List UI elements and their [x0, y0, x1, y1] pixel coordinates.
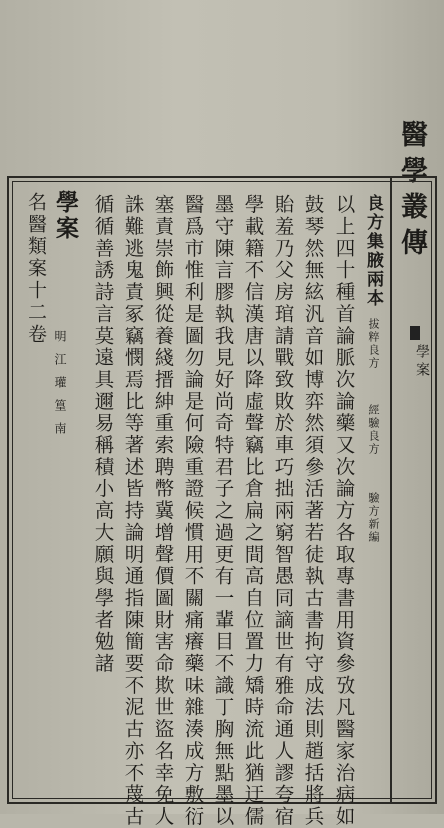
section-heading: 學案 — [52, 190, 79, 242]
text-line: 貽羞乃父房琯請戰致敗於車巧拙兩窮智愚同謫世有雅命通人謬夸宿 — [271, 194, 295, 828]
text-line: 墨守陳言膠執我見好尚奇特君子之過更有一輩目不識丁胸無點墨以 — [211, 194, 235, 828]
author: 明江瓘篁南 — [53, 330, 67, 445]
text-line: 醫爲市惟利是圖勿論是何險重證候慣用不關痛癢藥味雜湊成方敷衍 — [181, 194, 205, 828]
heading-line: 良方集腋兩本 — [363, 194, 383, 308]
text-line: 誅難逃鬼責冢竊憫焉比等著述皆持論明通指陳簡要不泥古亦不蔑古 — [121, 194, 145, 828]
note-2: 經驗良方 — [367, 404, 380, 456]
margin-rule — [390, 176, 392, 804]
note-1: 拔粹良方 — [367, 318, 380, 370]
note-3: 驗方新編 — [367, 492, 380, 544]
text-line: 學載籍不信漢唐以降虛聲竊比倉扁之間高自位置力矯時流此猶迂儒 — [241, 194, 265, 828]
text-line: 鼓琴然無絃汎音如博弈然須參活著若徒執古書拘守成法則趙括將兵 — [301, 194, 325, 828]
text-line: 以上四十種首論脈次論藥又次論方各取專書用資參攷凡醫家治病如 — [332, 194, 356, 828]
book-title: 名醫類案十二卷 — [25, 192, 47, 346]
text-line: 循循善誘詩言莫遠具邇易稱積小高大願與學者勉諸 — [91, 194, 115, 675]
text-line: 塞責崇飾興從養綫搢紳重索聘幣冀增聲價圖財害命欺世盜名幸免人 — [151, 194, 175, 828]
section-tab: 學案 — [414, 344, 430, 380]
publication-title: 醫學叢傳 — [396, 120, 427, 264]
